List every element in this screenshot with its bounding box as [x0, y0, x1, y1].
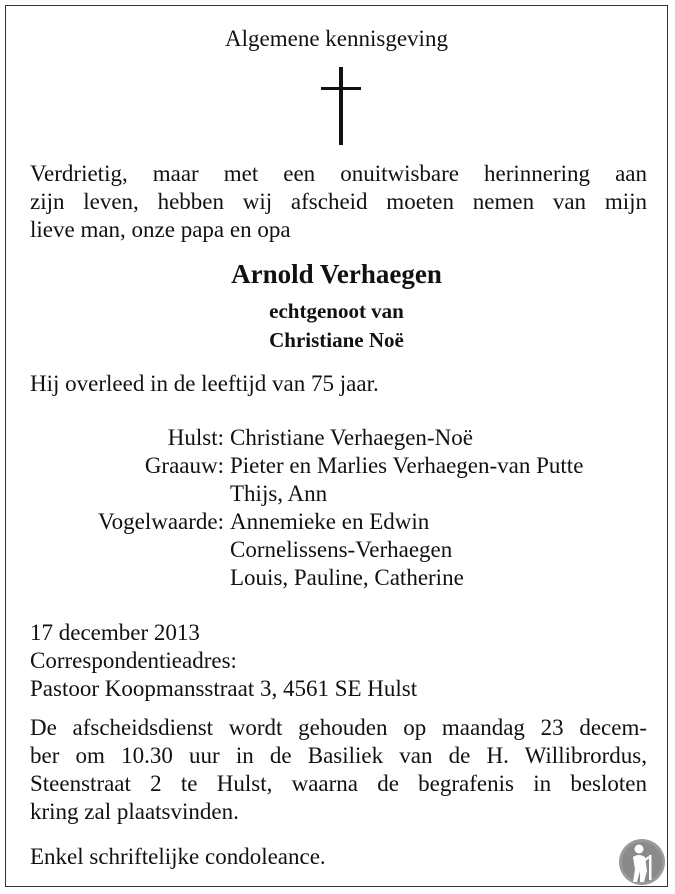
service-line: ber om 10.30 uur in de Basiliek van de H. Willibrordus, [30, 743, 647, 768]
family-names: Thijs, Ann [230, 481, 328, 506]
contact-block [30, 619, 647, 703]
family-names: Cornelissens-Verhaegen [230, 537, 453, 562]
mourning-figure-logo [618, 838, 666, 886]
intro-line: lieve man, onze papa en opa [30, 217, 291, 242]
death-notice-card [5, 5, 668, 887]
family-place: Vogelwaarde: [97, 509, 224, 534]
family-row [6, 508, 669, 592]
correspondence-address: Pastoor Koopmansstraat 3, 4561 SE Hulst [30, 676, 418, 701]
service-line: De afscheidsdienst wordt gehouden op maandag 23 decem- [30, 715, 647, 740]
service-line: Steenstraat 2 te Hulst, waarna de begrafenis in besloten [30, 771, 647, 796]
deceased-name: Arnold Verhaegen [231, 259, 442, 289]
service-text [30, 714, 647, 826]
service-line: kring zal plaatsvinden. [30, 799, 239, 824]
intro-line: zijn leven, hebben wij afscheid moeten nemen van mijn [30, 189, 647, 214]
cross-icon [321, 67, 361, 145]
family-row [6, 424, 669, 452]
age-line: Hij overleed in de leeftijd van 75 jaar. [30, 371, 379, 396]
family-place: Hulst: [167, 425, 224, 450]
condolence-text: Enkel schriftelijke condoleance. [30, 844, 326, 869]
family-row [6, 452, 669, 508]
intro-line: Verdrietig, maar met een onuitwisbare herinnering aan [30, 161, 647, 186]
family-names: Pieter en Marlies Verhaegen-van Putte [230, 453, 584, 478]
intro-text [30, 160, 647, 244]
family-names: Louis, Pauline, Catherine [230, 565, 464, 590]
family-list [6, 424, 669, 592]
correspondence-label: Correspondentieadres: [30, 648, 237, 673]
family-place: Graauw: [144, 453, 224, 478]
spouse-name: Christiane Noë [269, 328, 404, 352]
notice-date: 17 december 2013 [30, 620, 200, 645]
family-names: Annemieke en Edwin [230, 509, 430, 534]
notice-header: Algemene kennisgeving [225, 26, 448, 51]
family-names: Christiane Verhaegen-Noë [230, 425, 473, 450]
relation-text: echtgenoot van [269, 299, 404, 323]
